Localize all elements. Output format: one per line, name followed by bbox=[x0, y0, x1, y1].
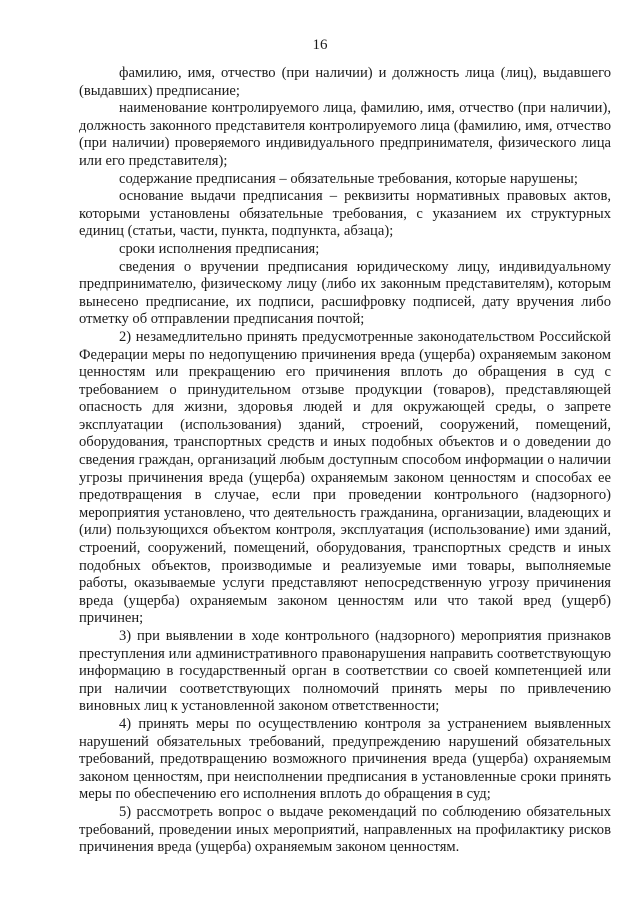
paragraph-item-2: 2) незамедлительно принять предусмотренные законодательством Российской Федерации меры по недопущению причинения вреда (ущерба) охраняемым законом ценностям или прекращению его причинения вплоть до обращения в суд с требованием о принудительном отзыве продукции (товаров), представляющей опасность для жизни, здоровья людей и для окружающей среды, о запрете эксплуатации (использования) зданий, строений, сооружений, помещений, оборудования, транспортных средств и иных подобных объектов и о доведении до сведения граждан, организаций любым доступным способом информации о наличии угрозы причинения вреда (ущерба) охраняемым законом ценностям и способах ее предотвращения в случае, если при проведении контрольного (надзорного) мероприятия установлено, что деятельность гражданина, организации, владеющих и (или) пользующихся объектом контроля, эксплуатация (использование) ими зданий, строений, сооружений, помещений, оборудования, транспортных средств и иных подобных объектов, производимые и реализуемые ими товары, выполняемые работы, оказываемые услуги представляют непосредственную угрозу причинения вреда (ущерба) охраняемым законом ценностям или что такой вред (ущерб) причинен; bbox=[79, 328, 611, 627]
paragraph-content: содержание предписания – обязательные требования, которые нарушены; bbox=[119, 170, 578, 187]
paragraph-controlled-person: наименование контролируемого лица, фамилию, имя, отчество (при наличии), должность законного представителя контролируемого лица (фамилию, имя, отчество (при наличии) проверяемого индивидуального предпринимателя, физического лица или его представителя); bbox=[79, 100, 611, 169]
document-body bbox=[79, 65, 611, 857]
paragraph-signer-name: фамилию, имя, отчество (при наличии) и должность лица (лиц), выдавшего (выдавших) предписание; bbox=[79, 65, 611, 99]
paragraph-basis: основание выдачи предписания – реквизиты нормативных правовых актов, которыми установлены обязательные требования, с указанием их структурных единиц (статьи, части, пункта, подпункта, абзаца); bbox=[79, 188, 611, 240]
paragraph-item-3: 3) при выявлении в ходе контрольного (надзорного) мероприятия признаков преступления или административного правонарушения направить соответствующую информацию в государственный орган в соответствии со своей компетенцией или при наличии соответствующих полномочий принять меры по привлечению виновных лиц к установленной законом ответственности; bbox=[79, 628, 611, 715]
page-number: 16 bbox=[312, 37, 328, 53]
paragraph-item-5: 5) рассмотреть вопрос о выдаче рекомендаций по соблюдению обязательных требований, проведении иных мероприятий, направленных на профилактику рисков причинения вреда (ущерба) охраняемым законом ценностям. bbox=[79, 803, 611, 856]
paragraph-item-4: 4) принять меры по осуществлению контроля за устранением выявленных нарушений обязательных требований, предупреждению нарушений обязательных требований, предотвращению возможного причинения вреда (ущерба) охраняемым законом ценностям, при неисполнении предписания в установленные сроки принять меры по обеспечению его исполнения вплоть до обращения в суд; bbox=[79, 715, 611, 803]
paragraph-deadlines: сроки исполнения предписания; bbox=[119, 240, 320, 257]
paragraph-delivery: сведения о вручении предписания юридическому лицу, индивидуальному предпринимателю, физическому лицу (либо их законным представителям), которым вынесено предписание, их подписи, расшифровку подписей, дату вручения либо отметку об отправлении предписания почтой; bbox=[79, 258, 611, 328]
